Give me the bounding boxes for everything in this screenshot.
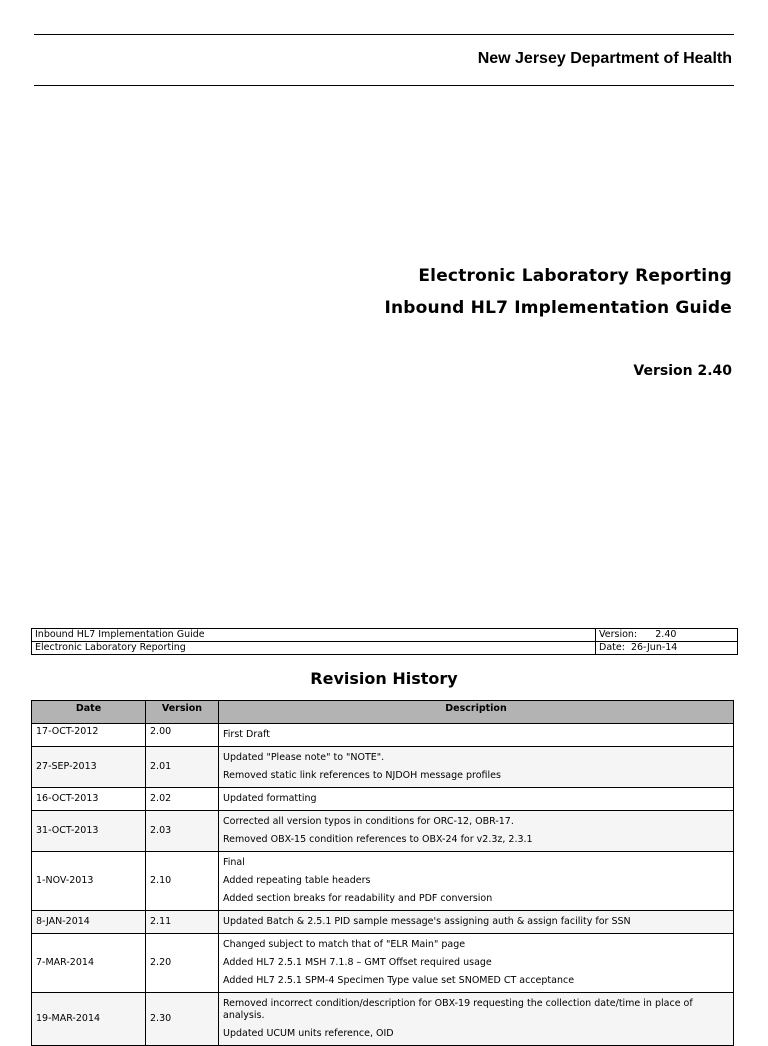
- document-info-row: [32, 642, 738, 655]
- column-header-date: Date: [32, 701, 146, 724]
- document-version: Version 2.40: [633, 363, 732, 379]
- document-info-table: [31, 628, 738, 655]
- revision-description: [219, 911, 734, 934]
- revision-date: 7-MAR-2014: [32, 934, 146, 993]
- document-info-subject: Electronic Laboratory Reporting: [32, 642, 596, 655]
- revision-version: 2.03: [146, 811, 219, 852]
- revision-date: 8-JAN-2014: [32, 911, 146, 934]
- revision-description-line: Added section breaks for readability and PDF conversion: [223, 893, 493, 904]
- revision-description-line: Updated formatting: [223, 793, 317, 804]
- revision-date: 31-OCT-2013: [32, 811, 146, 852]
- top-rule: [34, 34, 734, 35]
- table-row: [32, 788, 734, 811]
- document-title-line1: Electronic Laboratory Reporting: [418, 266, 732, 286]
- revision-description-line: Updated Batch & 2.5.1 PID sample message's assigning auth & assign facility for SSN: [223, 916, 631, 927]
- revision-version: 2.02: [146, 788, 219, 811]
- revision-date: 16-OCT-2013: [32, 788, 146, 811]
- revision-description: [219, 811, 734, 852]
- revision-description-line: Changed subject to match that of "ELR Main" page: [223, 939, 466, 950]
- table-row: [32, 747, 734, 788]
- document-info-version: Version: 2.40: [596, 629, 738, 642]
- table-row: [32, 911, 734, 934]
- header-bottom-rule: [34, 85, 734, 86]
- revision-history-title: Revision History: [310, 669, 458, 688]
- table-row: [32, 993, 734, 1046]
- revision-description: [219, 747, 734, 788]
- revision-version: 2.20: [146, 934, 219, 993]
- table-row: [32, 934, 734, 993]
- revision-description-line: Updated "Please note" to "NOTE".: [223, 752, 385, 763]
- revision-description: [219, 852, 734, 911]
- revision-date: 27-SEP-2013: [32, 747, 146, 788]
- revision-description-line: Added HL7 2.5.1 MSH 7.1.8 – GMT Offset required usage: [223, 957, 492, 968]
- revision-version: 2.00: [146, 724, 219, 747]
- revision-description-line: Removed static link references to NJDOH message profiles: [223, 770, 501, 781]
- revision-description-line: Added repeating table headers: [223, 875, 371, 886]
- document-title-line2: Inbound HL7 Implementation Guide: [384, 298, 732, 318]
- revision-header-row: [32, 701, 734, 724]
- revision-description-line: Corrected all version typos in conditions for ORC-12, OBR-17.: [223, 816, 514, 827]
- revision-description-line: Removed OBX-15 condition references to OBX-24 for v2.3z, 2.3.1: [223, 834, 533, 845]
- column-header-version: Version: [146, 701, 219, 724]
- revision-rows: [32, 724, 734, 1046]
- table-row: [32, 852, 734, 911]
- revision-version: 2.30: [146, 993, 219, 1046]
- revision-description-line: Updated UCUM units reference, OID: [223, 1028, 394, 1039]
- revision-version: 2.11: [146, 911, 219, 934]
- table-row: [32, 724, 734, 747]
- document-info-row: [32, 629, 738, 642]
- revision-description-line: Final: [223, 857, 245, 868]
- revision-description-line: Removed incorrect condition/description for OBX-19 requesting the collection date/time in place of analysis.: [223, 998, 693, 1021]
- revision-description: [219, 934, 734, 993]
- revision-date: 1-NOV-2013: [32, 852, 146, 911]
- organization-name: New Jersey Department of Health: [477, 50, 732, 67]
- document-info-date: Date: 26-Jun-14: [596, 642, 738, 655]
- column-header-description: Description: [219, 701, 734, 724]
- revision-date: 17-OCT-2012: [32, 724, 146, 747]
- revision-description: [219, 724, 734, 747]
- revision-description-line: First Draft: [223, 729, 270, 740]
- revision-version: 2.10: [146, 852, 219, 911]
- revision-version: 2.01: [146, 747, 219, 788]
- document-info-guide: Inbound HL7 Implementation Guide: [32, 629, 596, 642]
- revision-date: 19-MAR-2014: [32, 993, 146, 1046]
- revision-description-line: Added HL7 2.5.1 SPM-4 Specimen Type value set SNOMED CT acceptance: [223, 975, 575, 986]
- revision-description: [219, 788, 734, 811]
- revision-description: [219, 993, 734, 1046]
- revision-history-table: [31, 700, 734, 1046]
- table-row: [32, 811, 734, 852]
